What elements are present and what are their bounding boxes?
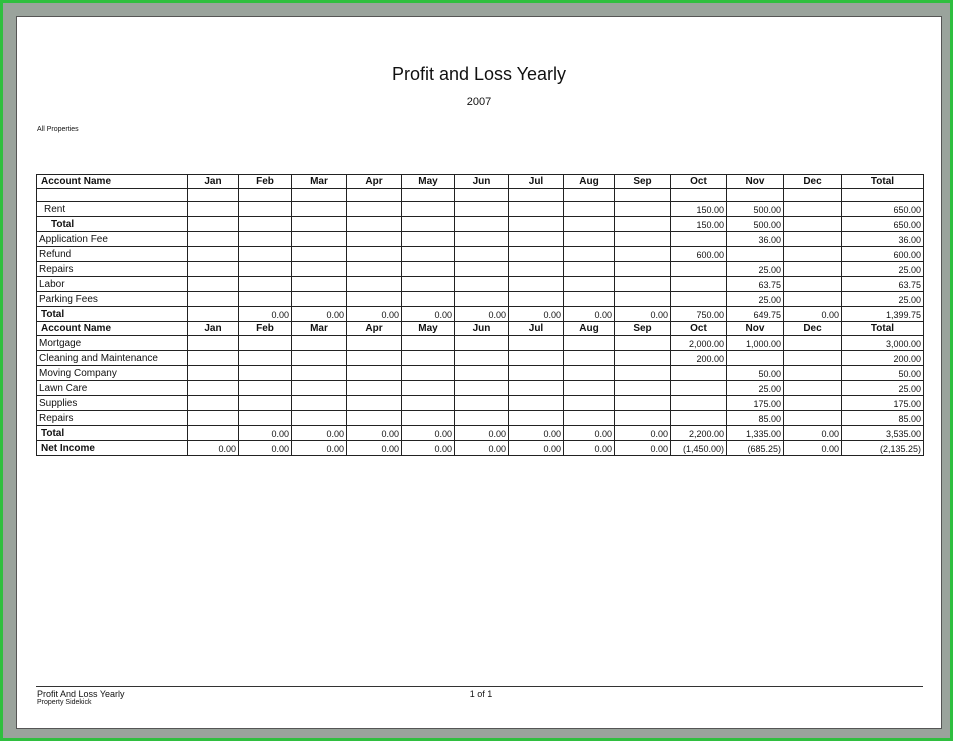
- amount-cell: [347, 396, 402, 411]
- header-month: May: [402, 322, 455, 336]
- row-total-cell: 63.75: [842, 277, 924, 292]
- account-name-cell: Total: [37, 217, 188, 232]
- account-name-cell: Repairs: [37, 411, 188, 426]
- amount-cell: [402, 292, 455, 307]
- amount-cell: [784, 396, 842, 411]
- amount-cell: [564, 292, 615, 307]
- amount-cell: 0.00: [455, 441, 509, 456]
- amount-cell: 1,335.00: [727, 426, 784, 441]
- header-total: Total: [842, 322, 924, 336]
- amount-cell: 0.00: [402, 307, 455, 322]
- header-month: Nov: [727, 175, 784, 189]
- account-name-cell: Labor: [37, 277, 188, 292]
- amount-cell: [402, 351, 455, 366]
- amount-cell: [671, 411, 727, 426]
- blank-cell: [37, 189, 188, 202]
- amount-cell: [239, 411, 292, 426]
- header-month: Sep: [615, 175, 671, 189]
- amount-cell: [564, 411, 615, 426]
- amount-cell: [509, 217, 564, 232]
- amount-cell: [509, 366, 564, 381]
- amount-cell: [615, 217, 671, 232]
- amount-cell: [564, 262, 615, 277]
- amount-cell: 0.00: [615, 441, 671, 456]
- blank-cell: [239, 189, 292, 202]
- header-total: Total: [842, 175, 924, 189]
- header-month: Jun: [455, 322, 509, 336]
- header-month: Aug: [564, 175, 615, 189]
- header-month: Jun: [455, 175, 509, 189]
- amount-cell: 649.75: [727, 307, 784, 322]
- amount-cell: [509, 232, 564, 247]
- amount-cell: [347, 247, 402, 262]
- amount-cell: [292, 277, 347, 292]
- account-name-cell: Rent: [37, 202, 188, 217]
- income-total-row: [37, 307, 924, 322]
- amount-cell: [784, 247, 842, 262]
- amount-cell: [671, 366, 727, 381]
- row-total-cell: 3,535.00: [842, 426, 924, 441]
- amount-cell: 0.00: [509, 441, 564, 456]
- header-month: May: [402, 175, 455, 189]
- amount-cell: [564, 217, 615, 232]
- header-month: Jan: [188, 175, 239, 189]
- amount-cell: 0.00: [784, 441, 842, 456]
- amount-cell: [188, 247, 239, 262]
- amount-cell: [564, 232, 615, 247]
- amount-cell: 0.00: [564, 307, 615, 322]
- amount-cell: 0.00: [615, 307, 671, 322]
- amount-cell: [239, 381, 292, 396]
- amount-cell: [509, 381, 564, 396]
- header-month: Jul: [509, 322, 564, 336]
- blank-cell: [615, 189, 671, 202]
- amount-cell: [239, 366, 292, 381]
- amount-cell: [564, 396, 615, 411]
- header-month: Mar: [292, 322, 347, 336]
- amount-cell: [292, 411, 347, 426]
- account-name-cell: Repairs: [37, 262, 188, 277]
- amount-cell: [188, 411, 239, 426]
- amount-cell: [671, 277, 727, 292]
- row-total-cell: 175.00: [842, 396, 924, 411]
- amount-cell: [239, 396, 292, 411]
- amount-cell: 1,000.00: [727, 336, 784, 351]
- table-header-row: [37, 175, 924, 189]
- amount-cell: [455, 217, 509, 232]
- amount-cell: [239, 336, 292, 351]
- blank-cell: [292, 189, 347, 202]
- header-month: Oct: [671, 175, 727, 189]
- income-row: [37, 217, 924, 232]
- amount-cell: [509, 277, 564, 292]
- amount-cell: [292, 366, 347, 381]
- income-row: [37, 202, 924, 217]
- amount-cell: [188, 307, 239, 322]
- amount-cell: [784, 292, 842, 307]
- amount-cell: [615, 292, 671, 307]
- amount-cell: 50.00: [727, 366, 784, 381]
- income-row: [37, 292, 924, 307]
- amount-cell: 0.00: [347, 307, 402, 322]
- amount-cell: [292, 202, 347, 217]
- amount-cell: [564, 202, 615, 217]
- amount-cell: 0.00: [402, 426, 455, 441]
- footer-divider: [36, 686, 923, 687]
- income-row: [37, 262, 924, 277]
- amount-cell: [292, 232, 347, 247]
- amount-cell: [402, 277, 455, 292]
- amount-cell: [455, 247, 509, 262]
- property-filter: All Properties: [37, 126, 79, 133]
- header-account-name: Account Name: [37, 322, 188, 336]
- window-frame: [3, 3, 950, 738]
- amount-cell: [239, 277, 292, 292]
- amount-cell: [671, 262, 727, 277]
- amount-cell: 0.00: [239, 441, 292, 456]
- amount-cell: [455, 411, 509, 426]
- amount-cell: 25.00: [727, 262, 784, 277]
- account-name-cell: Refund: [37, 247, 188, 262]
- amount-cell: [347, 411, 402, 426]
- row-total-cell: 25.00: [842, 262, 924, 277]
- income-row: [37, 247, 924, 262]
- amount-cell: [347, 217, 402, 232]
- blank-cell: [347, 189, 402, 202]
- header-month: Nov: [727, 322, 784, 336]
- amount-cell: 0.00: [239, 426, 292, 441]
- amount-cell: [347, 381, 402, 396]
- amount-cell: [188, 292, 239, 307]
- header-month: Oct: [671, 322, 727, 336]
- amount-cell: [402, 217, 455, 232]
- amount-cell: [188, 217, 239, 232]
- expense-row: [37, 336, 924, 351]
- amount-cell: 150.00: [671, 202, 727, 217]
- amount-cell: [402, 247, 455, 262]
- amount-cell: [455, 292, 509, 307]
- amount-cell: [347, 292, 402, 307]
- amount-cell: 0.00: [784, 307, 842, 322]
- amount-cell: [188, 366, 239, 381]
- amount-cell: 0.00: [509, 307, 564, 322]
- amount-cell: [564, 381, 615, 396]
- amount-cell: [615, 202, 671, 217]
- row-total-cell: 50.00: [842, 366, 924, 381]
- amount-cell: [292, 262, 347, 277]
- amount-cell: [402, 232, 455, 247]
- amount-cell: [509, 262, 564, 277]
- amount-cell: 750.00: [671, 307, 727, 322]
- amount-cell: [188, 336, 239, 351]
- amount-cell: [188, 262, 239, 277]
- amount-cell: [564, 336, 615, 351]
- amount-cell: [671, 396, 727, 411]
- row-total-cell: 1,399.75: [842, 307, 924, 322]
- amount-cell: [239, 292, 292, 307]
- header-month: Feb: [239, 322, 292, 336]
- blank-cell: [784, 189, 842, 202]
- header-account-name: Account Name: [37, 175, 188, 189]
- amount-cell: 0.00: [239, 307, 292, 322]
- amount-cell: [615, 247, 671, 262]
- amount-cell: [292, 217, 347, 232]
- blank-cell: [455, 189, 509, 202]
- amount-cell: [347, 351, 402, 366]
- amount-cell: 0.00: [455, 307, 509, 322]
- amount-cell: [615, 232, 671, 247]
- amount-cell: [292, 292, 347, 307]
- amount-cell: [784, 336, 842, 351]
- expense-row: [37, 411, 924, 426]
- amount-cell: [455, 396, 509, 411]
- amount-cell: [615, 336, 671, 351]
- amount-cell: [615, 262, 671, 277]
- amount-cell: 600.00: [671, 247, 727, 262]
- amount-cell: [402, 396, 455, 411]
- footer-page-number: 1 of 1: [469, 689, 493, 699]
- amount-cell: [188, 232, 239, 247]
- expense-row: [37, 381, 924, 396]
- amount-cell: 0.00: [347, 426, 402, 441]
- amount-cell: 63.75: [727, 277, 784, 292]
- amount-cell: [615, 411, 671, 426]
- table-header-row: [37, 322, 924, 336]
- amount-cell: [615, 277, 671, 292]
- amount-cell: [292, 336, 347, 351]
- amount-cell: [347, 277, 402, 292]
- amount-cell: [455, 351, 509, 366]
- amount-cell: 0.00: [292, 441, 347, 456]
- amount-cell: 0.00: [347, 441, 402, 456]
- amount-cell: 0.00: [292, 426, 347, 441]
- amount-cell: [455, 366, 509, 381]
- amount-cell: [239, 217, 292, 232]
- header-month: Apr: [347, 322, 402, 336]
- amount-cell: 36.00: [727, 232, 784, 247]
- account-name-cell: Total: [37, 426, 188, 441]
- blank-cell: [842, 189, 924, 202]
- row-total-cell: 25.00: [842, 381, 924, 396]
- row-total-cell: 3,000.00: [842, 336, 924, 351]
- amount-cell: [727, 351, 784, 366]
- row-total-cell: (2,135.25): [842, 441, 924, 456]
- expense-row: [37, 366, 924, 381]
- amount-cell: 85.00: [727, 411, 784, 426]
- account-name-cell: Moving Company: [37, 366, 188, 381]
- amount-cell: [509, 351, 564, 366]
- amount-cell: [239, 351, 292, 366]
- amount-cell: [509, 202, 564, 217]
- expense-total-row: [37, 426, 924, 441]
- income-row: [37, 277, 924, 292]
- amount-cell: [402, 262, 455, 277]
- amount-cell: [615, 396, 671, 411]
- amount-cell: [188, 396, 239, 411]
- amount-cell: [784, 381, 842, 396]
- amount-cell: 0.00: [455, 426, 509, 441]
- account-name-cell: Cleaning and Maintenance: [37, 351, 188, 366]
- amount-cell: 25.00: [727, 381, 784, 396]
- amount-cell: 200.00: [671, 351, 727, 366]
- amount-cell: [564, 277, 615, 292]
- amount-cell: [347, 202, 402, 217]
- amount-cell: (1,450.00): [671, 441, 727, 456]
- amount-cell: [671, 381, 727, 396]
- amount-cell: 0.00: [615, 426, 671, 441]
- amount-cell: [292, 381, 347, 396]
- amount-cell: 0.00: [402, 441, 455, 456]
- report-title: Profit and Loss Yearly: [391, 64, 567, 84]
- amount-cell: [455, 202, 509, 217]
- amount-cell: [292, 247, 347, 262]
- income-row: [37, 232, 924, 247]
- row-total-cell: 650.00: [842, 202, 924, 217]
- amount-cell: [564, 247, 615, 262]
- amount-cell: [402, 336, 455, 351]
- amount-cell: 0.00: [509, 426, 564, 441]
- amount-cell: [615, 351, 671, 366]
- amount-cell: 2,000.00: [671, 336, 727, 351]
- amount-cell: [347, 232, 402, 247]
- amount-cell: 0.00: [564, 426, 615, 441]
- amount-cell: [239, 247, 292, 262]
- amount-cell: [784, 277, 842, 292]
- header-month: Jul: [509, 175, 564, 189]
- amount-cell: [455, 262, 509, 277]
- amount-cell: [784, 232, 842, 247]
- amount-cell: 175.00: [727, 396, 784, 411]
- header-month: Dec: [784, 322, 842, 336]
- account-name-cell: Mortgage: [37, 336, 188, 351]
- amount-cell: 150.00: [671, 217, 727, 232]
- header-month: Jan: [188, 322, 239, 336]
- amount-cell: [455, 381, 509, 396]
- amount-cell: [509, 396, 564, 411]
- amount-cell: [402, 202, 455, 217]
- amount-cell: [784, 262, 842, 277]
- account-name-cell: Net Income: [37, 441, 188, 456]
- row-total-cell: 650.00: [842, 217, 924, 232]
- amount-cell: [564, 366, 615, 381]
- amount-cell: [188, 426, 239, 441]
- amount-cell: [671, 292, 727, 307]
- amount-cell: 25.00: [727, 292, 784, 307]
- amount-cell: [188, 381, 239, 396]
- account-name-cell: Supplies: [37, 396, 188, 411]
- amount-cell: [615, 366, 671, 381]
- amount-cell: (685.25): [727, 441, 784, 456]
- amount-cell: [784, 366, 842, 381]
- amount-cell: [347, 336, 402, 351]
- expense-row: [37, 396, 924, 411]
- row-total-cell: 36.00: [842, 232, 924, 247]
- blank-cell: [671, 189, 727, 202]
- amount-cell: 0.00: [188, 441, 239, 456]
- amount-cell: [784, 217, 842, 232]
- row-total-cell: 200.00: [842, 351, 924, 366]
- amount-cell: 500.00: [727, 202, 784, 217]
- report-year: 2007: [466, 96, 492, 108]
- amount-cell: [347, 262, 402, 277]
- amount-cell: [188, 277, 239, 292]
- row-total-cell: 85.00: [842, 411, 924, 426]
- blank-cell: [188, 189, 239, 202]
- amount-cell: [509, 411, 564, 426]
- row-total-cell: 25.00: [842, 292, 924, 307]
- blank-cell: [564, 189, 615, 202]
- amount-cell: 0.00: [292, 307, 347, 322]
- profit-loss-table: [36, 174, 924, 456]
- amount-cell: [615, 381, 671, 396]
- blank-cell: [727, 189, 784, 202]
- amount-cell: [509, 336, 564, 351]
- account-name-cell: Parking Fees: [37, 292, 188, 307]
- amount-cell: [402, 366, 455, 381]
- amount-cell: [239, 262, 292, 277]
- amount-cell: 0.00: [564, 441, 615, 456]
- amount-cell: [402, 381, 455, 396]
- amount-cell: 2,200.00: [671, 426, 727, 441]
- amount-cell: 500.00: [727, 217, 784, 232]
- amount-cell: [671, 232, 727, 247]
- header-month: Dec: [784, 175, 842, 189]
- header-month: Aug: [564, 322, 615, 336]
- amount-cell: [509, 292, 564, 307]
- amount-cell: [239, 232, 292, 247]
- blank-cell: [402, 189, 455, 202]
- expense-row: [37, 351, 924, 366]
- amount-cell: [188, 351, 239, 366]
- amount-cell: [455, 277, 509, 292]
- amount-cell: [402, 411, 455, 426]
- blank-cell: [509, 189, 564, 202]
- amount-cell: [188, 202, 239, 217]
- amount-cell: [455, 336, 509, 351]
- amount-cell: [455, 232, 509, 247]
- report-page: [16, 16, 942, 729]
- account-name-cell: Lawn Care: [37, 381, 188, 396]
- row-total-cell: 600.00: [842, 247, 924, 262]
- header-month: Sep: [615, 322, 671, 336]
- amount-cell: [727, 247, 784, 262]
- amount-cell: [292, 396, 347, 411]
- account-name-cell: Total: [37, 307, 188, 322]
- header-month: Feb: [239, 175, 292, 189]
- amount-cell: 0.00: [784, 426, 842, 441]
- blank-row: [37, 189, 924, 202]
- account-name-cell: Application Fee: [37, 232, 188, 247]
- header-month: Mar: [292, 175, 347, 189]
- amount-cell: [784, 411, 842, 426]
- amount-cell: [239, 202, 292, 217]
- amount-cell: [784, 202, 842, 217]
- amount-cell: [509, 247, 564, 262]
- header-month: Apr: [347, 175, 402, 189]
- amount-cell: [564, 351, 615, 366]
- amount-cell: [292, 351, 347, 366]
- net-income-row: [37, 441, 924, 456]
- amount-cell: [784, 351, 842, 366]
- footer-report-name: Profit And Loss Yearly: [37, 689, 125, 699]
- footer-app-name: Property Sidekick: [37, 699, 92, 706]
- amount-cell: [347, 366, 402, 381]
